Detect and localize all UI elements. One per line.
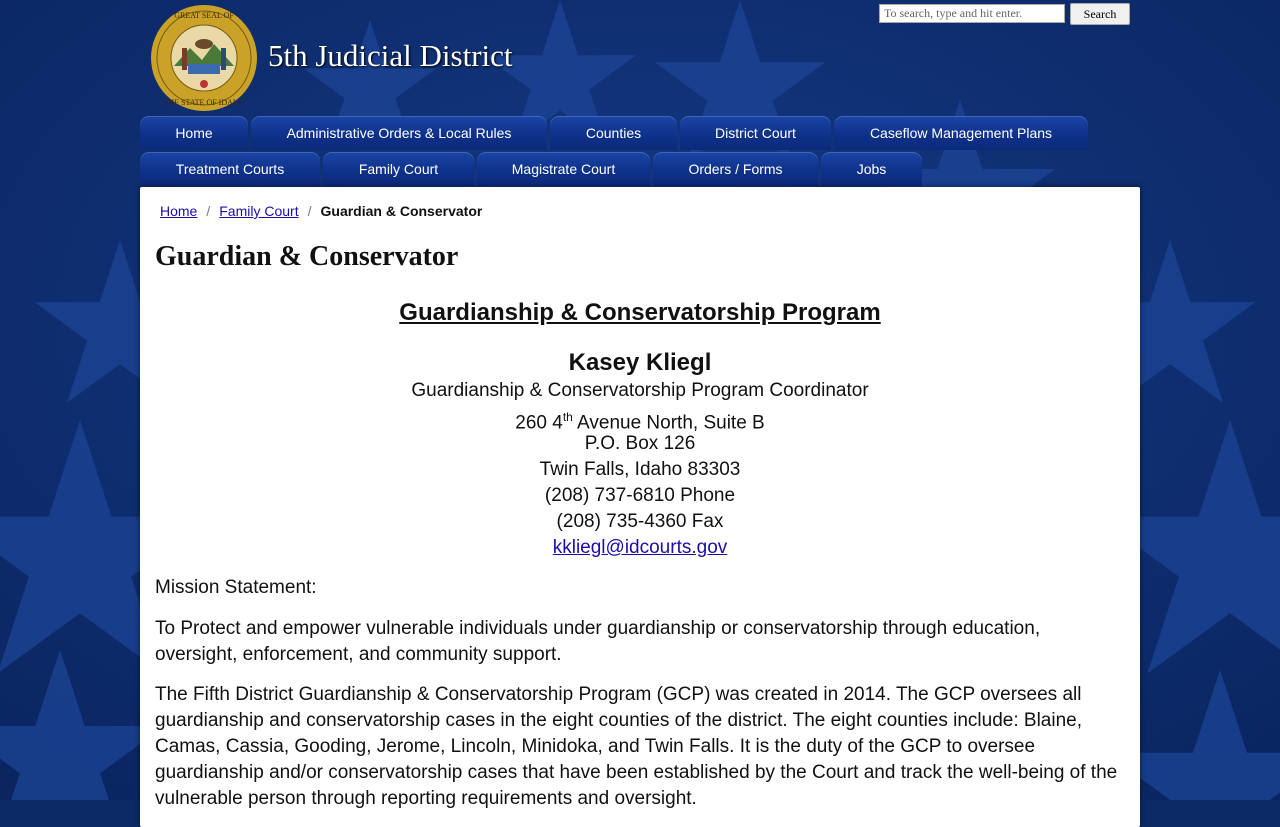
nav-treatment-courts[interactable]: Treatment Courts bbox=[140, 152, 320, 186]
nav-administrative-orders[interactable]: Administrative Orders & Local Rules bbox=[251, 116, 547, 150]
email-link[interactable]: kkliegl@idcourts.gov bbox=[552, 537, 728, 558]
contact-fax: (208) 735-4360 Fax bbox=[556, 511, 724, 532]
nav-home[interactable]: Home bbox=[140, 116, 248, 150]
breadcrumb-home-link[interactable]: Home bbox=[160, 203, 198, 219]
contact-name: Kasey Kliegl bbox=[568, 349, 712, 376]
contact-city: Twin Falls, Idaho 83303 bbox=[539, 459, 741, 480]
address-suffix: th bbox=[562, 410, 573, 424]
nav-jobs[interactable]: Jobs bbox=[821, 152, 922, 186]
site-title[interactable]: 5th Judicial District bbox=[268, 38, 513, 73]
svg-text:GREAT SEAL OF: GREAT SEAL OF bbox=[174, 11, 234, 20]
search-button[interactable]: Search bbox=[1070, 3, 1130, 25]
nav-counties[interactable]: Counties bbox=[550, 116, 677, 150]
nav-district-court[interactable]: District Court bbox=[680, 116, 831, 150]
breadcrumb-separator: / bbox=[307, 203, 312, 219]
page-wrapper bbox=[140, 0, 1140, 809]
address-rest: Avenue North, Suite B bbox=[572, 412, 765, 434]
program-heading: Guardianship & Conservatorship Program bbox=[399, 299, 881, 326]
page-title: Guardian & Conservator bbox=[155, 241, 459, 272]
mission-label: Mission Statement: bbox=[155, 577, 317, 598]
contact-po-box: P.O. Box 126 bbox=[584, 433, 696, 454]
contact-phone: (208) 737-6810 Phone bbox=[544, 485, 736, 506]
nav-caseflow-management-plans[interactable]: Caseflow Management Plans bbox=[834, 116, 1088, 150]
gcp-description: The Fifth District Guardianship & Conservatorship Program (GCP) was created in 2014. The GCP oversees all guardianship and conservatorship cases in the eight counties of the district. The eight counties include: Blaine, Camas, Cassia, Gooding, Jerome, Lincoln, Minidoka, and Twin Falls. It is the duty of the GCP to oversee guardianship and/or conservatorship cases that have been established by the Court and track the well-being of the vulnerable person through reporting requirements and oversight. bbox=[155, 684, 1118, 809]
breadcrumb bbox=[160, 203, 482, 219]
nav-orders-forms[interactable]: Orders / Forms bbox=[653, 152, 818, 186]
nav-family-court[interactable]: Family Court bbox=[323, 152, 474, 186]
nav-magistrate-court[interactable]: Magistrate Court bbox=[477, 152, 650, 186]
address-number: 260 4 bbox=[515, 412, 563, 434]
contact-role: Guardianship & Conservatorship Program Coordinator bbox=[411, 380, 869, 401]
state-seal-icon[interactable] bbox=[150, 4, 258, 112]
mission-text: To Protect and empower vulnerable individuals under guardianship or conservatorship through education, oversight, enforcement, and community support. bbox=[155, 618, 1041, 665]
breadcrumb-separator: / bbox=[206, 203, 211, 219]
contact-email bbox=[140, 535, 1140, 561]
search-input[interactable] bbox=[879, 4, 1065, 23]
breadcrumb-current: Guardian & Conservator bbox=[320, 203, 483, 219]
content-panel bbox=[140, 187, 1140, 827]
breadcrumb-family-court-link[interactable]: Family Court bbox=[219, 203, 299, 219]
svg-text:THE STATE OF IDAHO: THE STATE OF IDAHO bbox=[163, 98, 245, 107]
